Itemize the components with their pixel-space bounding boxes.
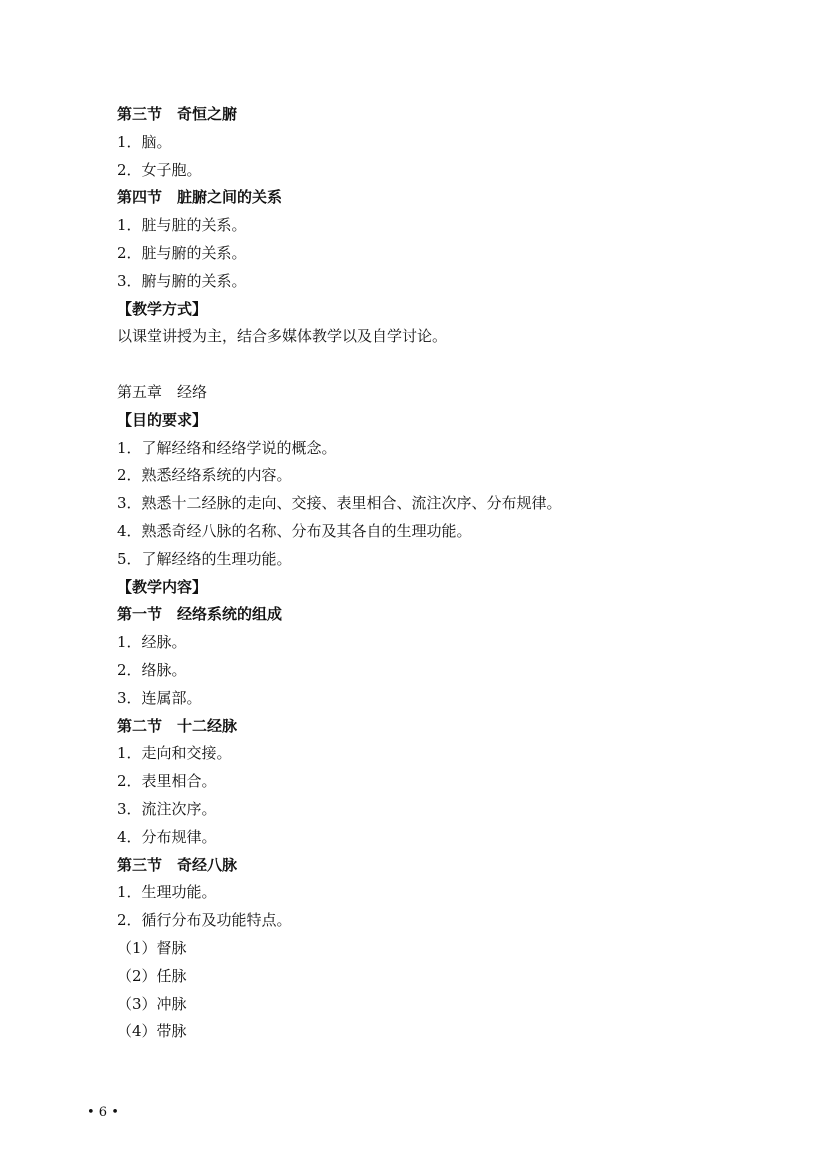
list-item: 2．女子胞。 [117, 160, 202, 179]
sub-list-item: （1）督脉 [117, 938, 187, 957]
list-item: 1．了解经络和经络学说的概念。 [117, 438, 337, 457]
section-heading: 第三节 奇经八脉 [117, 855, 238, 874]
list-item: 1．经脉。 [117, 633, 187, 652]
list-item: 2．熟悉经络系统的内容。 [117, 466, 292, 485]
paragraph: 以课堂讲授为主，结合多媒体教学以及自学讨论。 [117, 327, 448, 346]
list-item: 2．表里相合。 [117, 772, 217, 791]
list-item: 3．熟悉十二经脉的走向、交接、表里相合、流注次序、分布规律。 [117, 494, 562, 513]
list-item: 4．分布规律。 [117, 827, 217, 846]
section-heading: 第三节 奇恒之腑 [117, 105, 238, 123]
page-number: • 6 • [87, 1105, 119, 1120]
list-item: 1．脏与脏的关系。 [117, 216, 247, 235]
list-item: 3．流注次序。 [117, 799, 217, 818]
sub-list-item: （4）带脉 [117, 1022, 187, 1041]
teaching-content-heading: 【教学内容】 [117, 577, 208, 596]
list-item: 4．熟悉奇经八脉的名称、分布及其各自的生理功能。 [117, 521, 472, 540]
list-item: 1．走向和交接。 [117, 744, 232, 763]
spacer [117, 351, 757, 379]
list-item: 3．连属部。 [117, 688, 202, 707]
list-item: 2．循行分布及功能特点。 [117, 911, 292, 930]
list-item: 2．脏与腑的关系。 [117, 243, 247, 262]
list-item: 2．络脉。 [117, 660, 187, 679]
sub-list-item: （2）任脉 [117, 966, 187, 985]
list-item: 1．脑。 [117, 132, 172, 151]
sub-list-item: （3）冲脉 [117, 994, 187, 1013]
chapter-title: 第五章 经络 [117, 382, 208, 401]
section-heading: 第一节 经络系统的组成 [117, 605, 283, 624]
list-item: 5．了解经络的生理功能。 [117, 549, 292, 568]
section-heading: 第二节 十二经脉 [117, 716, 238, 735]
objectives-heading: 【目的要求】 [117, 410, 208, 429]
section-heading: 第四节 脏腑之间的关系 [117, 188, 283, 207]
list-item: 1．生理功能。 [117, 883, 217, 902]
teaching-method-heading: 【教学方式】 [117, 299, 208, 318]
list-item: 3．腑与腑的关系。 [117, 271, 247, 290]
document-body [117, 101, 757, 1046]
